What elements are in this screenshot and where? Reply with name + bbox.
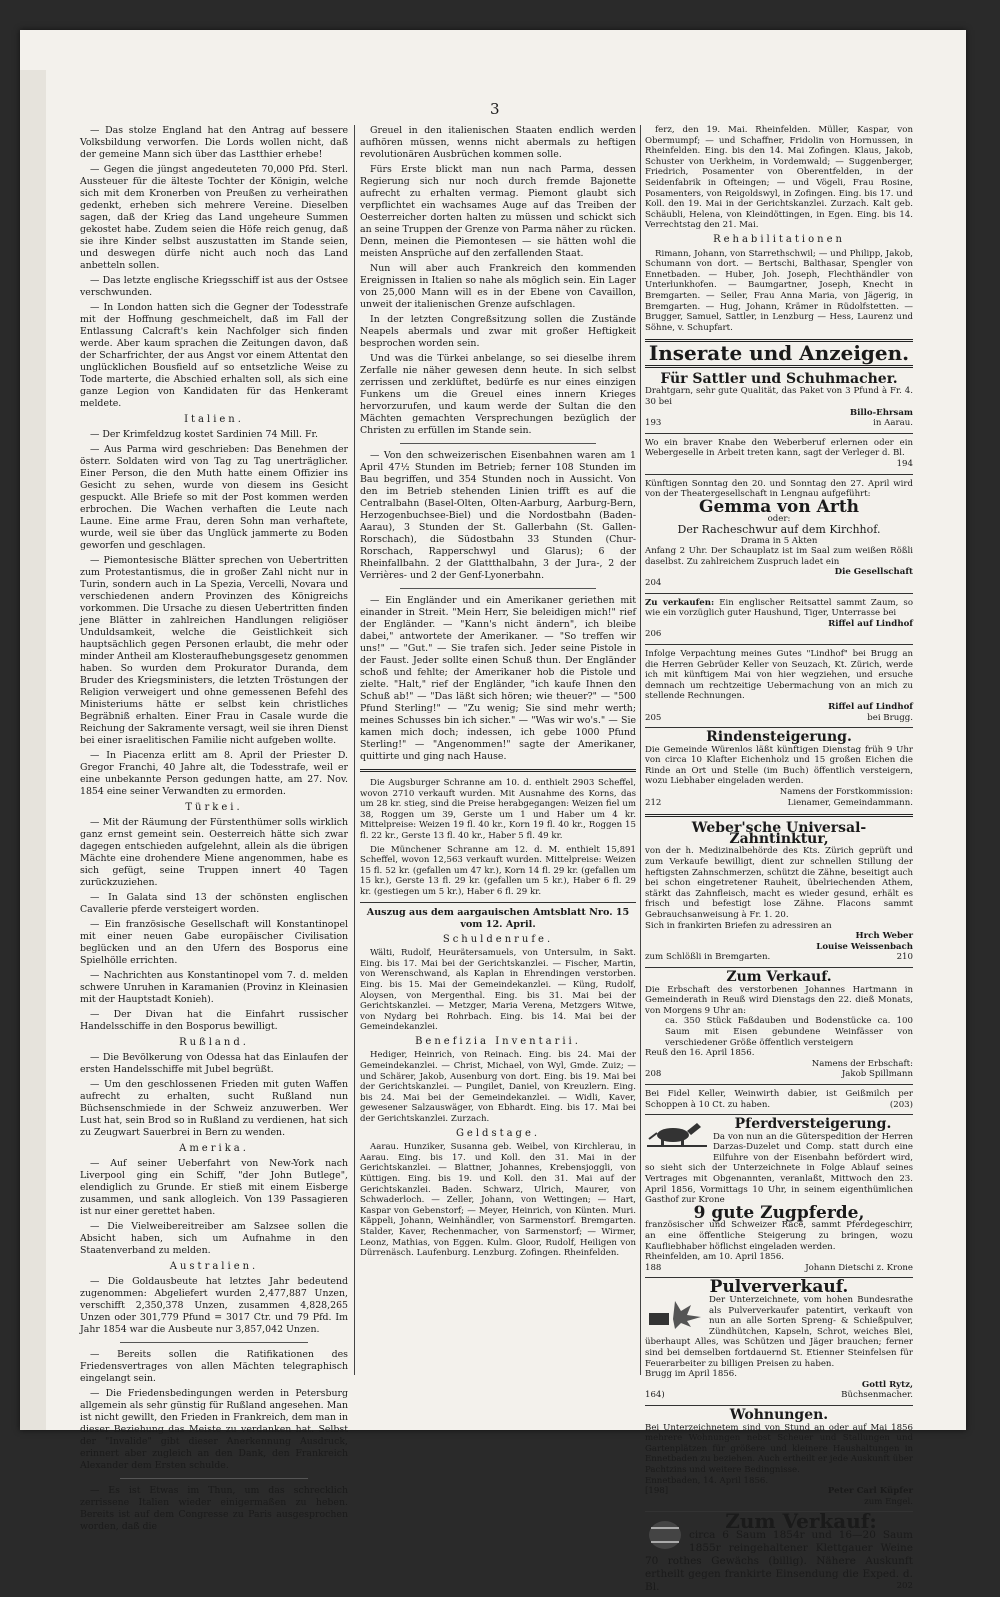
- article: — In Piacenza erlitt am 8. April der Priester D. Gregor Franchi, 40 Jahre alt, die Todesstrafe, weil er eine unbekannte Person gedungen hatte, am 27. Nov. 1854 eine seiner Verwandten zu ermorden.: [80, 750, 348, 797]
- ad-signature: Billo-Ehrsam: [849, 407, 913, 418]
- article: — In London hatten sich die Gegner der Todesstrafe mit der Hoffnung geschmeichelt, daß im Fall der Entlassung Calcraft's kein Nachfolger sich finden werde. Aber kaum sprachen die Zeitungen davon, daß der Scharfrichter, der aus Angst vor einem Attentat den unglücklichen Bousfield auf so entsetzliche Weise zu Tode marterte, die Abschied erhalten soll, als sich eine ganze Legion von Kandidaten für das Henkeramt meldete.: [80, 302, 348, 409]
- ad-signature: Gottl Rytz,: [861, 1379, 913, 1390]
- page-edge: [20, 70, 46, 1430]
- double-rule: [360, 769, 636, 772]
- ad-rinden: [645, 729, 913, 808]
- article: — Der Krimfeldzug kostet Sardinien 74 Mill. Fr.: [90, 429, 318, 440]
- ad-number: [198]: [645, 1486, 669, 1497]
- ad-text: Sich in frankirten Briefen zu adressiren an: [645, 920, 832, 931]
- divider: [120, 1342, 308, 1343]
- divider: [360, 902, 636, 903]
- ad-title: Wohnungen.: [729, 1406, 829, 1423]
- play-genre: Drama in 5 Akten: [740, 535, 818, 546]
- ad-title: Rindensteigerung.: [706, 729, 852, 746]
- barrel-icon: [645, 1516, 685, 1554]
- ad-title: Zu verkaufen:: [645, 597, 715, 608]
- ad-text: von der h. Medizinalbehörde des Kts. Zürich geprüft und zum Verkaufe bewilligt, dient zur schnellen Stillung der heftigsten Zahnschmerzen, schützt die Zähne, beseitigt auch bei schon eingetretener Rauheit, übelriechenden Athem, stärkt das Zahnfleisch, macht es wieder gesund, erhält es frisch und befestigt lose Zähne. Flacons sammt Gebrauchsanweisung à Fr. 1. 20.: [645, 846, 913, 920]
- article: — Nachrichten aus Konstantinopel vom 7. d. melden schwere Unruhen in Karamanien (Provinz in Kleinasien mit der Hauptstadt Konieh).: [80, 970, 348, 1005]
- ad-pferd: [645, 1116, 913, 1273]
- ad-place: bei Brugg.: [867, 712, 913, 723]
- ad-signature: Namens der Forstkommission:: [779, 787, 913, 798]
- column-3: [645, 125, 913, 1597]
- article: Wälti, Rudolf, Heurätersamuels, von Untersulm, in Sakt. Eing. bis 17. Mai bei der Gerichtskanzlei. — Fischer, Martin, von Werenschwand, als Kaplan in Ehrendingen verstorben. Eing. bis 15. Mai der Gemeindekanzlei. — Küng, Rudolf, Aloysen, von Mergenthal. Eing. bis 31. Mai bei der Gerichtskanzlei. — Metzger, Maria Verena, Metzgers Witwe, von Nydarg bei Rohrbach. Eing. bis 14. Mai bei der Gemeindekanzlei.: [360, 948, 636, 1033]
- section-heading: Geldstage.: [455, 1127, 541, 1139]
- divider: [645, 1405, 913, 1406]
- ad-number: 210: [896, 952, 913, 963]
- ad-lindhof: [645, 649, 913, 723]
- section-heading: Türkei.: [185, 802, 243, 813]
- ad-text: Bei Fidel Keller, Weinwirth dabier, ist Geißmilch per Schoppen à 10 Ct. zu haben.: [645, 1088, 913, 1110]
- ad-text: Ein englischer Reitsattel sammt Zaum, so wie ein vorzüglich guter Haushund, Tiger, Unterrasse bei: [645, 597, 914, 619]
- article: Die Münchener Schranne am 12. d. M. enthielt 15,891 Scheffel, wovon 12,563 verkauft wurden. Mittelpreise: Weizen 15 fl. 52 kr. (gefallen um 47 kr.), Korn 14 fl. 29 kr. (gefallen um 15 kr.), Gerste 13 fl. 29 kr. (gefallen um 5 kr.), Haber 6 fl. 29 kr. (gestiegen um 5 kr.), Haber 6 fl. 29 kr.: [360, 844, 636, 897]
- ad-text: Drahtgarn, sehr gute Qualität, das Paket von 3 Pfund à Fr. 4. 30 bei: [645, 386, 913, 408]
- article: — Von den schweizerischen Eisenbahnen waren am 1 April 47½ Stunden im Betrieb; ferner 108 Stunden im Bau begriffen, und 354 Stunden noch in Aussicht. Von den im Betrieb stehenden Linien trifft es auf die Centralbahn (Basel-Olten, Olten-Aarburg, Aarburg-Bern, Herzogenbuchsee-Biel) und die Nordostbahn (Baden-Aarau), 3 Stunden der St. Gallerbahn (St. Gallen-Rorschach), die Südostbahn 33 Stunden (Chur-Rorschach, Rapperschwyl und Glarus); 6 der Rheinfallbahn. 2 der Glattthalbahn, 3 der Jura-, 2 der Verrières- und 2 der Genf-Lyonerbahn.: [360, 450, 636, 581]
- ad-title: Zum Verkauf.: [726, 968, 832, 985]
- article: — Die Goldausbeute hat letztes Jahr bedeutend zugenommen: Abgeliefert wurden 2,477,887 Unzen, verschifft 2,350,378 Unzen, zusammen 4,828,265 Unzen oder 301,779 Pfund = 3017 Ctr. und 79 Pfd. Im Jahr 1854 war die Ausbeute nur 3,857,042 Unzen.: [80, 1276, 348, 1335]
- column-2: [360, 125, 636, 1262]
- page-number: 3: [490, 100, 500, 118]
- article: — Gegen die jüngst angedeuteten 70,000 Pfd. Sterl. Aussteuer für die älteste Tochter der Königin, welche sich mit dem Kronerben von Preußen zu verheirathen gedenkt, erheben sich mehrere Vereine. Dieselben sagen, daß der Krieg das Land ungeheure Summen gekostet habe. Zudem seien die Höfe reich genug, daß sie ihre Kinder selbst auszustatten im Stande seien, und deswegen dürfe nicht auch noch das Land anbetteln sollen.: [80, 164, 348, 271]
- divider: [120, 1478, 308, 1479]
- divider: [645, 1511, 913, 1512]
- divider: [645, 593, 913, 594]
- article: — Die Bevölkerung von Odessa hat das Einlaufen der ersten Handelsschiffe mit Jubel begrüßt.: [80, 1052, 348, 1075]
- divider: [645, 967, 913, 968]
- ad-date: Reuß den 16. April 1856.: [645, 1048, 755, 1059]
- ad-text: Bei Unterzeichnetem sind von Stund an oder auf Mai 1856 mehrere Wohnungen nebst Scheuer und Stallungen und Gartenplätzen für größere und kleinere Haushaltungen in Ennetbaden zu beziehen. Auch ertheilt er jede Auskunft über Pachtzins und weitere Bedingnisse.: [645, 1422, 913, 1475]
- ad-number: 188: [645, 1262, 662, 1273]
- ad-items: ca. 350 Stück Faßdauben und Bodenstücke ca. 100 Saum mit Eisen gebundene Weinfässer von verschiedener Größe öffentlich versteigern: [665, 1016, 913, 1048]
- column-rule-1: [354, 125, 355, 1375]
- ad-number: 208: [645, 1069, 662, 1080]
- double-rule: [645, 365, 913, 368]
- double-rule: [645, 814, 913, 817]
- ad-text: Künftigen Sonntag den 20. und Sonntag den 27. April wird von der Theatergesellschaft in Lengnau aufgeführt:: [645, 478, 913, 500]
- column-rule-2: [640, 125, 641, 1375]
- ad-number: 212: [645, 797, 662, 808]
- divider: [645, 644, 913, 645]
- article: ferz, den 19. Mai. Rheinfelden. Müller, Kaspar, von Obermumpf; — und Schaffner, Fridolin von Hornussen, in Rheinfelden. Eing. bis den 14. Mai Zofingen. Klaus, Jakob, Schuster von Uerkheim, in Vordemwald; — Suggenberger, Friedrich, Posamenter von Oberentfelden, in der Seidenfabrik in Ofteingen; — und Vögeli, Frau Rosine, Posamenters, von Reigoldswyl, in Zofingen. Eing. bis 17. und Koll. den 19. Mai in der Gerichtskanzlei. Zurzach. Kalt geb. Schäubli, Helena, von Kleindöttingen, in Egen. Eing. bis 14. Verrechtstag den 21. Mai.: [645, 125, 913, 231]
- amtsblatt-title: Auszug aus dem aargauischen Amtsblatt Nro. 15 vom 12. April.: [366, 906, 630, 930]
- ad-signature: Die Gesellschaft: [834, 567, 913, 578]
- ad-date: Ennetbaden, 14. April 1856.: [645, 1475, 769, 1486]
- article: — Ein Engländer und ein Amerikaner geriethen mit einander in Streit. "Mein Herr, Sie beleidigen mich!" rief der Engländer. — "Kann's nicht ändern", ich bleibe dabei," antwortete der Amerikaner. — "So treffen wir uns!" — "Gut." — Sie trafen sich. Jeder seine Pistole in der Faust. Jeder sollte einen Schuß thun. Der Engländer schoß und fehlte; der Amerikaner hob die Pistole und zielte. "Halt," rief der Engländer, "ich kaufe Ihnen den Schuß ab!" — "Das läßt sich hören; wie theuer?" — "500 Pfund Sterling!" — "Zu wenig; Sie sind mehr werth; meines Schusses bin ich sicher." — "Was wir wo's." — Sie kamen mich doch; indessen, ich gebe 1000 Pfund Sterling!" — "Angenommen!" sagte der Amerikaner, quittirte und ging nach Hause.: [360, 595, 636, 762]
- ad-number: 204: [645, 577, 662, 588]
- ad-signature: Johann Dietschi z. Krone: [805, 1262, 913, 1273]
- ad-text: Wo ein braver Knabe den Weberberuf erlernen oder ein Webergeselle in Arbeit treten kann, sagt der Verleger d. Bl.: [645, 437, 913, 459]
- ad-title: Für Sattler und Schuhmacher.: [660, 370, 898, 387]
- ad-text: Infolge Verpachtung meines Gutes "Lindhof" bei Brugg an die Herren Gebrüder Keller von Seuzach, Kt. Zürich, werde ich mit künftigem Mai von hier wegziehen, und ersuche demnach um rechtzeitige Uebermachung von an mich zu stellende Rechnungen.: [645, 648, 913, 702]
- section-heading: Australien.: [169, 1261, 259, 1272]
- article: Nun will aber auch Frankreich den kommenden Ereignissen in Italien so nahe als möglich sein. Ein Lager von 25,000 Mann will es in der Ebene von Cavaillon, unweit der italienischen Grenze aufschlagen.: [360, 263, 636, 310]
- ad-oder: oder:: [767, 514, 791, 525]
- market-report: [360, 778, 636, 898]
- ad-geissmilch: [645, 1089, 913, 1110]
- ad-zahntinktur: [645, 820, 913, 963]
- section-heading: Benefizia Inventarii.: [415, 1035, 581, 1047]
- article: — Die Friedensbedingungen werden in Petersburg allgemein als sehr günstig für Rußland angesehen. Man ist nicht gewillt, den Frieden in Frankreich, dem man in dieser Beziehung das Meiste zu verdanken hat. Selbst der "Invalide" gibt dieser Anerkennung Ausdruck, erinnert aber zugleich an den Dank, den Frankreich Alexander dem Ersten schulde.: [80, 1388, 348, 1471]
- article: In der letzten Congreßsitzung sollen die Zustände Neapels abermals und zwar mit großer Heftigkeit besprochen worden sein.: [360, 314, 636, 349]
- article: — Mit der Räumung der Fürstenthümer solls wirklich ganz ernst gemeint sein. Oesterreich hätte sich zwar dagegen entschieden aufgelehnt, allein als die übrigen Mächte eine drohendere Miene angenommen, habe es sich gefügt, seine Truppen innert 40 Tagen zurückzuziehen.: [80, 817, 348, 888]
- article: Greuel in den italienischen Staaten endlich werden aufhören müssen, wenns nicht abermals zu heftigen revolutionären Ausbrüchen kommen solle.: [360, 125, 636, 160]
- ad-weinverkauf: [645, 1509, 913, 1594]
- article: Aarau. Hunziker, Susanna geb. Weibel, von Kirchlerau, in Aarau. Eing. bis 17. und Koll. den 31. Mai in der Gerichtskanzlei. — Blattner, Johannes, Krebensjoggli, von Küttigen. Eing. bis 19. und Koll. den 31. Mai auf der Gerichtskanzlei. Baden. Schwarz, Ulrich, Maurer, von Schwaderloch. — Zeller, Johann, von Wettingen; — Hart, Kaspar von Gebenstorf; — Meyer, Heinrich, von Künten. Muri. Käppeli, Johann, Weinhändler, von Sarmenstorf. Bremgarten. Stalder, Kaver, Rechenmacher, von Sarmenstorf; — Wirmer, Leonz, Mathias, von Eggen. Kulm. Gloor, Rudolf, Heiligen von Dürrenäsch. Laufenburg. Lenzburg. Zofingen. Rheinfelden.: [360, 1142, 636, 1259]
- article: Rimann, Johann, von Starrethschwil; — und Philipp, Jakob, Schumann von dort. — Bertschi, Balthasar, Spengler von Ennetbaden. — Huber, Joh. Joseph, Flechthändler von Unterlunkhofen. — Baumgartner, Joseph, Knecht in Bremgarten. — Seiler, Frau Anna Maria, von Jägerig, in Bremgarten. — Hug, Johann, Krämer in Rüdolfstetten. — Brugger, Samuel, Sattler, in Lenzburg — Hess, Laurenz und Söhne, v. Schupfart.: [645, 248, 913, 333]
- divider: [645, 1114, 913, 1115]
- ad-place: in Aarau.: [873, 418, 913, 429]
- ad-number: 194: [896, 459, 913, 470]
- section-heading: Italien.: [184, 414, 244, 425]
- ad-number: 164): [645, 1390, 665, 1401]
- ad-number: (203): [889, 1099, 913, 1110]
- ad-drahtgarn: [645, 370, 913, 429]
- ad-pulver: [645, 1277, 913, 1401]
- ad-number: 206: [645, 629, 662, 640]
- article: — Bereits sollen die Ratifikationen des Friedensvertrages von allen Mächten telegraphisch eingelangt sein.: [80, 1349, 348, 1384]
- section-heading: Rußland.: [179, 1037, 249, 1048]
- explosion-icon: [645, 1295, 705, 1329]
- ad-date: Rheinfelden, am 10. April 1856.: [645, 1252, 785, 1263]
- horse-icon: [645, 1119, 709, 1153]
- ad-text: Die Erbschaft des verstorbenen Johannes Hartmann in Gemeinderath in Reuß wird Dienstags den 22. dieß Monats, von Morgens 9 Uhr an:: [645, 984, 913, 1016]
- article: — Auf seiner Ueberfahrt von New-York nach Liverpool ging ein Schiff, "der John Butlege", elendiglich zu Grunde. Er stieß mit einem Eisberge zusammen, und sank allogleich. Von 139 Passagieren ist nur einer gerettet haben.: [80, 1158, 348, 1217]
- ad-signature: Riffel auf Lindhof: [828, 701, 913, 712]
- ad-date: Brugg im April 1856.: [645, 1369, 737, 1380]
- article: — Piemontesische Blätter sprechen von Uebertritten zum Protestantismus, die in großer Zahl nicht nur in Turin, sondern auch in La Spezia, Vercelli, Novara und verschiedenen andern Provinzen des Königreichs vorkommen. Die Ursache zu diesen Uebertritten finden jene Blätter in zahlreichen Handlungen religiöser Unduldsamkeit, welche die Geistlichkeit sich hauptsächlich gegen Personen erlaubt, die mehr oder minder Antheil am Klosteraufhebungsgesetz genommen haben. So wurden dem Prokurator Duranda, dem Bruder des Kriegsministers, die letzten Tröstungen der Religion verweigert und ohne gemessenen Befehl des Ministeriums hätte er selbst kein christliches Begräbniß erhalten. Einer Frau in Casale wurde die Reichung der Sakramente versagt, weil sie ihren Dienst bei einer israelitischen Familie nicht aufgeben wollte.: [80, 555, 348, 746]
- ad-text: Anfang 2 Uhr. Der Schauplatz ist im Saal zum weißen Rößli daselbst. Zu zahlreichem Zuspruch ladet ein: [645, 546, 913, 567]
- article: — Aus Parma wird geschrieben: Das Benehmen der österr. Soldaten wird von Tag zu Tag unerträglicher. Einer Person, die den Muth hatte einem Offizier ins Gesicht zu sehen, wurde von diesem ins Gesicht gespuckt. Alle Briefe so mit der Post kommen werden erbrochen. Die Wachen verhaften die Leute nach Laune. Eine arme Frau, deren Sohn man verhaftete, wurde, weil sie über das Unglück jammerte zu Boden geworfen und geschlagen.: [80, 444, 348, 551]
- ad-sattel: [645, 598, 913, 640]
- column-1: [80, 125, 348, 1536]
- section-heading: Rehabilitationen: [713, 233, 845, 245]
- divider: [400, 443, 596, 444]
- divider: [645, 727, 913, 728]
- ads-section-title: Inserate und Anzeigen.: [648, 341, 910, 366]
- play-subtitle: Der Racheschwur auf dem Kirchhof.: [677, 523, 881, 536]
- ad-title: Pferdversteigerung.: [734, 1116, 892, 1133]
- ad-signature: Louise Weissenbach: [816, 941, 913, 952]
- ad-place: zum Schlößli in Bremgarten.: [645, 952, 771, 963]
- ad-theater: [645, 479, 913, 589]
- ad-signature: Hrch Weber: [855, 931, 913, 942]
- ad-role: Büchsenmacher.: [841, 1390, 913, 1401]
- article: Und was die Türkei anbelange, so sei dieselbe ihrem Zerfalle nie näher gewesen denn heute. In sich selbst zerrissen und zerklüftet, bedürfe es nur eines einzigen Funkens um die Greuel eines innern Krieges hervorzurufen, und kaum werde der Sultan die den Mächten gemachten Versprechungen bezüglich der Christen zu erfüllen im Stande sein.: [360, 353, 636, 436]
- ad-highlight: 9 gute Zugpferde,: [693, 1202, 865, 1223]
- ad-number: 193: [645, 418, 662, 429]
- divider: [645, 474, 913, 475]
- ad-number: 202: [896, 1580, 913, 1591]
- article: Hediger, Heinrich, von Reinach. Eing. bis 24. Mai der Gemeindekanzlei. — Christ, Michael, von Wyl, Gmde. Zuiz; — und Schärer, Jakob, Ausenburg von dort. Eing. bis 19. Mai bei der Gerichtskanzlei. — Pungilet, Daniel, von Kreuzlern. Eing. bis 24. Mai bei der Gemeindekanzlei. — Widli, Kaver, gewesener Salzauswäger, von Ebhardt. Eing. bis 17. Mai bei der Gerichtskanzlei. Zurzach.: [360, 1050, 636, 1125]
- article: — Ein französische Gesellschaft will Konstantinopel mit einer neuen Gabe europäischer Civilisation beglücken und an den Ufern des Bosporus eine Spielhölle errichten.: [80, 919, 348, 966]
- article: — Der Divan hat die Einfahrt russischer Handelsschiffe in den Bosporus bewilligt.: [80, 1009, 348, 1032]
- play-title: Gemma von Arth: [698, 496, 860, 517]
- amtsblatt: [360, 935, 636, 1259]
- ad-signature: Namens der Erbschaft:: [811, 1058, 913, 1069]
- ad-text: Da von nun an die Güterspedition der Herren Darzas-Duzelet und Comp. statt durch eine Eilfuhre von der Eisenbahn befördert wird, so sieht sich der Unterzeichnete in Folge Ablauf seines Vertrages mit Obgenannten, veranlaßt, Mittwoch den 23. April 1856, Vormittags 10 Uhr, in seinem eigenthümlichen Gasthof zur Krone: [645, 1131, 913, 1206]
- article: — Das stolze England hat den Antrag auf bessere Volksbildung verworfen. Die Lords wollen nicht, daß der gemeine Mann sich über das Lastthier erhebe!: [80, 125, 348, 160]
- article: — Die Vielweibereitreiber am Salzsee sollen die Absicht haben, sich um Aufnahme in den Staatenverband zu melden.: [80, 1221, 348, 1256]
- article: — Um den geschlossenen Frieden mit guten Waffen aufrecht zu erhalten, sucht Rußland nun Büchsenschmiede in der Schweiz anzuwerben. Wer Lust hat, sein Brod so in Rußland zu verdienen, hat sich zu Zeugwart Sauerbrei in Bern zu wenden.: [80, 1079, 348, 1138]
- ad-verkauf-hartmann: [645, 968, 913, 1080]
- divider: [645, 433, 913, 434]
- divider: [400, 588, 596, 589]
- ad-weber: [645, 438, 913, 470]
- ad-title: Zum Verkauf:: [725, 1509, 877, 1534]
- ad-text: französischer und Schweizer Race, sammt Pferdegeschirr, an eine öffentliche Steigerung zu bringen, wozu Kaufliebhaber höflichst eingeladen werden.: [645, 1220, 913, 1252]
- article: Fürs Erste blickt man nun nach Parma, dessen Regierung sich nur noch durch fremde Bajonette aufrecht zu erhalten vermag. Piemont glaubt sich verpflichtet ein wachsames Auge auf das Treiben der Oesterreicher dorten halten zu müssen und schickt sich an seine Truppen der Grenze von Parma näher zu rücken. Denn, meinen die Piemontesen — sie hätten wohl die meisten Ansprüche auf den zerfallenden Staat.: [360, 164, 636, 259]
- ad-signature: Lienamer, Gemeindammann.: [787, 797, 913, 808]
- ad-number: 205: [645, 712, 662, 723]
- section-heading: Amerika.: [179, 1143, 249, 1154]
- ad-title: Weber'sche Universal-Zahntinktur,: [691, 820, 867, 847]
- ad-place: zum Engel.: [864, 1496, 913, 1507]
- ad-text: Die Gemeinde Würenlos läßt künftigen Dienstag früh 9 Uhr von circa 10 Klafter Eichenholz und 15 großen Eichen die Rinde an Ort und Stelle (im Buch) öffentlich versteigern, wozu Liebhaber eingeladen werden.: [645, 744, 913, 787]
- ad-signature: Riffel auf Lindhof: [828, 618, 913, 629]
- ad-signature: Jakob Spillmann: [841, 1069, 913, 1080]
- ad-text: circa 6 Saum 1854r und 16—20 Saum 1855r reingehaltener Klettgauer Weine 70 rothes Gewächs (billig). Nähere Auskunft ertheilt gegen frankirte Einsendung die Exped. d. Bl.: [645, 1528, 913, 1593]
- article: — Es ist Etwas im Thun, um das schrecklich zerrissene Italien wieder einigermaßen zu heben. Bereits ist auf dem Congresse zu Paris ausgesprochen worden, daß die: [80, 1485, 348, 1532]
- ad-wohnungen: [645, 1406, 913, 1507]
- ad-text: Der Unterzeichnete, vom hohen Bundesrathe als Pulververkaufer patentirt, verkauft von nun an alle Sorten Spreng- & Schießpulver, Zündhütchen, Kapseln, Schrot, weiches Blei, überhaupt Alles, was Schützen und Jäger brauchen; ferner sind bei demselben fortdauernd St. Etienner Steinfelsen für Feuerarbeiter zu billigen Preisen zu haben.: [645, 1295, 913, 1369]
- article: — Das letzte englische Kriegsschiff ist aus der Ostsee verschwunden.: [80, 275, 348, 298]
- article: Die Augsburger Schranne am 10. d. enthielt 2903 Scheffel, wovon 2710 verkauft wurden. Mit Ausnahme des Korns, das um 28 kr. stieg, sind die Preise herabgegangen: Weizen fiel um 38, Roggen um 39, Gerste um 1 und Haber um 4 kr. Mittelpreise: Weizen 19 fl. 40 kr., Korn 19 fl. 40 kr., Roggen 15 fl. 22 kr., Gerste 13 fl. 40 kr., Haber 5 fl. 49 kr.: [360, 778, 636, 841]
- article: — In Galata sind 13 der schönsten englischen Cavallerie pferde versteigert worden.: [80, 892, 348, 915]
- ad-title: Pulververkauf.: [709, 1277, 849, 1298]
- section-heading: Schuldenrufe.: [442, 933, 554, 945]
- divider: [645, 1084, 913, 1085]
- ad-signature: Peter Carl Küpfer: [827, 1486, 913, 1497]
